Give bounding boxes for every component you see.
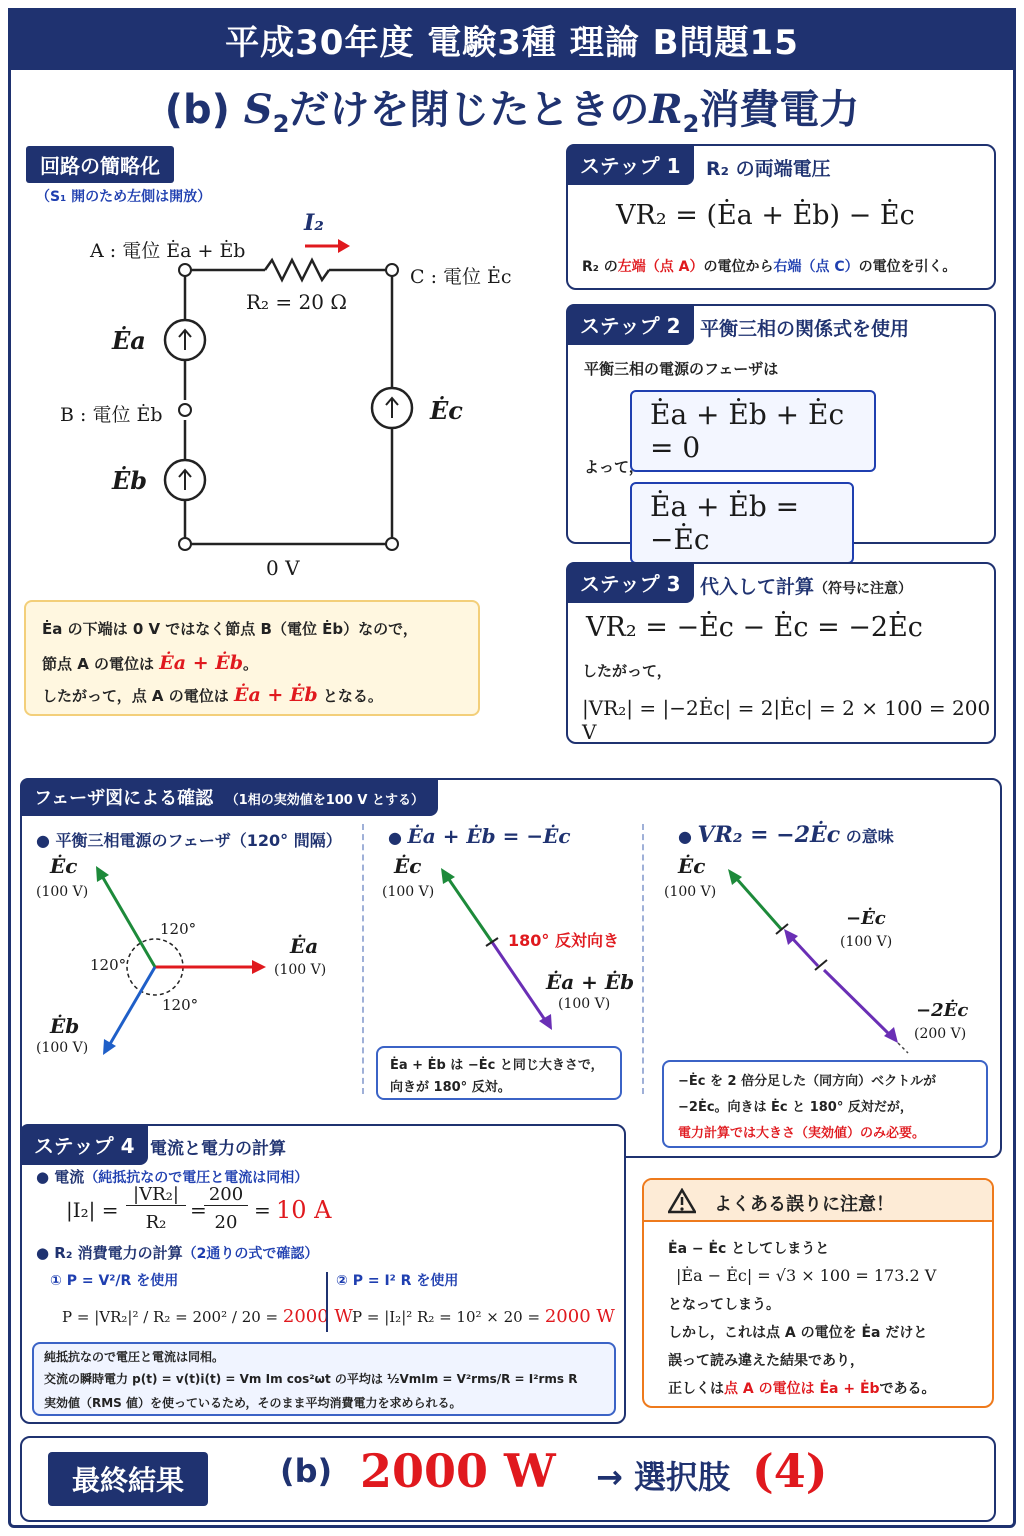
step4-frac1-num: |VR₂| [126, 1184, 186, 1206]
circuit-note: （S₁ 開のため左側は開放） [36, 189, 212, 205]
col2-ec-value: (100 V) [382, 884, 435, 900]
col1-eb-label: Ėb [50, 1014, 80, 1038]
step3-title [700, 572, 912, 599]
mistake-line-1: Ėa − Ėc としてしまうと [668, 1241, 830, 1257]
subtitle-r-sub: 2 [682, 110, 700, 138]
page-title-text: 平成30年度 電験3種 理論 B問題15 [225, 22, 799, 63]
phasor-col1-title-text: 平衡三相電源のフェーザ（120° 間隔） [55, 831, 342, 850]
col2-opposite-label: 180° 反対向き [508, 931, 619, 950]
subtitle-mid: だけを閉じたときの [289, 87, 650, 133]
step3-eq2: |VR₂| = |−2Ėc| = 2|Ėc| = 2 × 100 = 200 V [582, 696, 991, 744]
step4-current-result: 10 A [276, 1196, 332, 1224]
step4-eq-sign-2: = [254, 1198, 271, 1222]
warning-icon [668, 1188, 696, 1214]
step4-method2-result: 2000 W [544, 1306, 615, 1327]
col1-ec-value: (100 V) [36, 884, 89, 900]
col1-angle-top: 120° [160, 920, 197, 938]
subtitle-prefix: (b) [164, 87, 230, 133]
step4-power-note: （2通りの式で確認） [182, 1246, 319, 1262]
phasor-col3-title-note: の意味 [840, 827, 894, 846]
step2-so: よって， [584, 458, 644, 476]
yellow-line-1: Ėa の下端は 0 V ではなく節点 B（電位 Ėb）なので， [42, 620, 418, 638]
phasor-col2-title-text: Ėa + Ėb = −Ėc [407, 824, 571, 848]
current-label: I₂ [304, 210, 324, 236]
phasor-col3-title: ● VR₂ = −2Ėc の意味 [678, 822, 894, 848]
step4-current-heading: ● 電流 [36, 1168, 85, 1186]
common-mistake-title: よくある誤りに注意！ [714, 1194, 894, 1215]
phasor-tag-main: フェーザ図による確認 [34, 788, 214, 809]
col2-note-line-2: 向きが 180° 反対。 [390, 1080, 511, 1095]
step1-note-a: R₂ の [582, 259, 618, 275]
step4-method2-eq [352, 1306, 615, 1327]
col3-note-line-3: 電力計算では大きさ（実効値）のみ必要。 [678, 1126, 926, 1141]
node-a-label: A : 電位 Ėa + Ėb [90, 240, 246, 262]
step2-eq1: Ėa + Ėb + Ėc = 0 [630, 390, 876, 472]
col3-neg-ec-value: (100 V) [840, 934, 893, 950]
step1-equation: VR₂ = (Ėa + Ėb) − Ėc [616, 200, 915, 231]
yellow-line-2-a: 節点 A の電位は [42, 655, 160, 673]
col3-neg-ec-label: −Ėc [846, 908, 886, 929]
step2-eq2: Ėa + Ėb = −Ėc [630, 482, 854, 564]
final-prefix: (b) [280, 1452, 333, 1490]
source-ea-label: Ėa [112, 326, 146, 355]
col3-note-box [662, 1060, 988, 1148]
col3-neg2ec-label: −2Ėc [916, 1000, 969, 1021]
step4-note-box [32, 1342, 616, 1416]
step1-note [582, 256, 956, 276]
col2-eab-value: (100 V) [558, 996, 611, 1012]
yellow-line-3-b: Ėa + Ėb [233, 684, 318, 706]
step1-note-e: の電位を引く。 [858, 259, 957, 275]
node-b-label: B : 電位 Ėb [60, 404, 163, 426]
resistor-label: R₂ = 20 Ω [246, 290, 347, 314]
source-eb-label: Ėb [112, 466, 148, 495]
step4-title: 電流と電力の計算 [150, 1139, 286, 1159]
step2-tag: ステップ 2 [566, 304, 694, 345]
step3-box [566, 562, 996, 744]
final-value: 2000 W [360, 1444, 556, 1498]
yellow-line-2-c: 。 [243, 655, 259, 673]
col3-ec-label: Ėc [678, 854, 706, 878]
step3-tag: ステップ 3 [566, 562, 694, 603]
final-arrow-choice: → 選択肢 [596, 1458, 730, 1496]
step4-method1-eq-text: P = |VR₂|² / R₂ = 200² / 20 = [62, 1308, 279, 1326]
step1-tag: ステップ 1 [566, 144, 694, 185]
phasor-col1-title: ● 平衡三相電源のフェーザ（120° 間隔） [36, 831, 342, 850]
ground-label: 0 V [266, 556, 300, 580]
node-c-label: C : 電位 Ėc [410, 266, 512, 288]
step4-tag: ステップ 4 [20, 1124, 148, 1165]
final-choice: (4) [752, 1444, 828, 1498]
final-result-box [20, 1436, 996, 1522]
col1-ec-label: Ėc [50, 854, 78, 878]
step4-method1-eq [62, 1306, 353, 1327]
mistake-line-3: となってしまう。 [668, 1297, 780, 1313]
yellow-line-3-c: となる。 [317, 687, 383, 705]
col1-ea-value: (100 V) [274, 962, 327, 978]
step1-note-b: 左端（点 A） [617, 259, 704, 275]
step4-eq-sign-1: = [190, 1198, 207, 1222]
step2-title: 平衡三相の関係式を使用 [700, 318, 910, 340]
mistake-line-2: |Ėa − Ėc| = √3 × 100 = 173.2 V [676, 1266, 937, 1285]
step4-current-note: （純抵抗なので電圧と電流は同相） [84, 1170, 309, 1186]
phasor-col3-title-eq: VR₂ = −2Ėc [697, 822, 841, 848]
step1-note-c: の電位から [703, 259, 774, 275]
yellow-line-2-b: Ėa + Ėb [159, 652, 243, 674]
page-subtitle [8, 78, 1016, 138]
yellow-line-3-a: したがって，点 A の電位は [42, 687, 234, 705]
col2-eab-label: Ėa + Ėb [546, 970, 635, 994]
col2-note-line-1: Ėa + Ėb は −Ėc と同じ大きさで， [390, 1058, 604, 1073]
col3-neg2ec-value: (200 V) [914, 1026, 967, 1042]
mistake-line-6 [668, 1378, 936, 1398]
mistake-line-6-b: 点 A の電位は Ėa + Ėb [724, 1381, 880, 1397]
step2-intro: 平衡三相の電源のフェーザは [584, 360, 779, 378]
yellow-line-2 [42, 652, 258, 674]
step3-so: したがって， [582, 662, 672, 680]
step4-method2-label: ② P = I² R を使用 [336, 1273, 459, 1289]
phasor-col2-title: ● Ėa + Ėb = −Ėc [388, 824, 571, 848]
step4-frac1-den: R₂ [145, 1212, 167, 1233]
col3-note-line-1: −Ėc を 2 倍分足した（同方向）ベクトルが [678, 1074, 937, 1089]
col3-ec-value: (100 V) [664, 884, 717, 900]
step1-note-d: 右端（点 C） [773, 259, 859, 275]
col1-ea-label: Ėa [290, 934, 319, 958]
step4-power-bullet [36, 1242, 318, 1263]
step1-title: R₂ の両端電圧 [706, 158, 831, 180]
step4-current-lhs: |I₂| = [66, 1198, 119, 1222]
step4-power-heading: ● R₂ 消費電力の計算 [36, 1244, 183, 1262]
step4-method1-label: ① P = V²/R を使用 [50, 1273, 179, 1289]
step4-note-line-3: 実効値（RMS 値）を使っているため，そのまま平均消費電力を求められる。 [44, 1396, 462, 1410]
mistake-line-5: 誤って読み違えた結果であり， [668, 1353, 864, 1369]
final-result-tag: 最終結果 [48, 1452, 208, 1506]
mistake-line-4: しかし，これは点 A の電位を Ėa だけと [668, 1325, 928, 1341]
yellow-line-3 [42, 684, 383, 706]
subtitle-s: S [243, 86, 273, 133]
circuit-tag: 回路の簡略化 [26, 146, 174, 183]
step4-frac2-num: 200 [204, 1184, 248, 1206]
col2-note-box [376, 1046, 622, 1100]
phasor-divider-1 [362, 824, 364, 1094]
phasor-tag [20, 778, 438, 816]
step1-box [566, 144, 996, 290]
subtitle-r: R [649, 86, 683, 133]
mistake-line-6-a: 正しくは [668, 1381, 724, 1397]
step3-eq1: VR₂ = −Ėc − Ėc = −2Ėc [586, 612, 923, 643]
step4-method1-result: 2000 W [282, 1306, 353, 1327]
source-ec-label: Ėc [430, 396, 463, 425]
page-title [8, 8, 1016, 70]
common-mistake-box [642, 1178, 994, 1408]
phasor-tag-note: （1相の実効値を100 V とする） [225, 793, 424, 808]
subtitle-end: 消費電力 [699, 87, 860, 133]
step3-title-main: 代入して計算 [700, 576, 815, 598]
phasor-divider-2 [642, 824, 644, 1094]
subtitle-s-sub: 2 [272, 110, 290, 138]
col1-angle-bottom: 120° [162, 996, 199, 1014]
col1-eb-value: (100 V) [36, 1040, 89, 1056]
step4-frac2-den: 20 [214, 1212, 238, 1233]
step4-note-line-1: 純抵抗なので電圧と電流は同相。 [44, 1350, 225, 1364]
mistake-line-6-c: である。 [879, 1381, 936, 1397]
step2-box [566, 304, 996, 556]
step4-method2-eq-text: P = |I₂|² R₂ = 10² × 20 = [352, 1308, 541, 1326]
col2-ec-label: Ėc [394, 854, 422, 878]
node-potential-note [24, 600, 480, 716]
col3-note-line-2: −2Ėc。向きは Ėc と 180° 反対だが， [678, 1100, 913, 1115]
step4-note-line-2: 交流の瞬時電力 p(t) = v(t)i(t) = Vm Im cos²ωt の平均は ½VmIm = V²rms/R = I²rms R [44, 1372, 578, 1386]
step3-title-note: （符号に注意） [814, 581, 913, 597]
col1-angle-left: 120° [90, 956, 127, 974]
step4-method-divider [326, 1272, 328, 1332]
